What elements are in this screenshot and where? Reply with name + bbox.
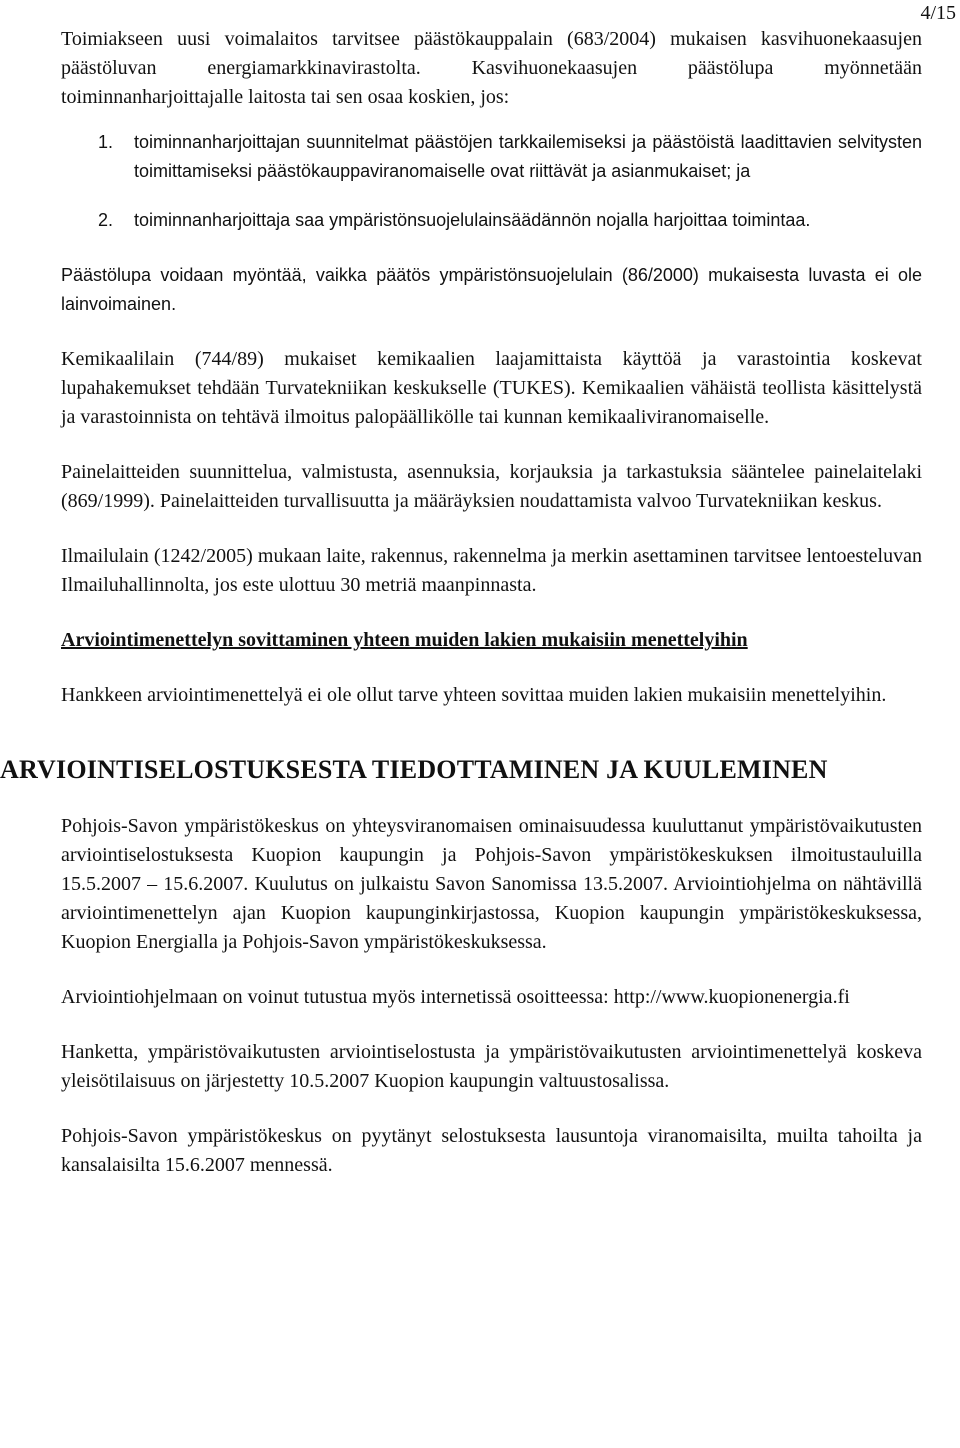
permit-note-paragraph: Päästölupa voidaan myöntää, vaikka päätös ympäristönsuojelulain (86/2000) mukaisesta luvasta ei ole lainvoimainen.: [61, 265, 922, 314]
subheading: Arviointimenettelyn sovittaminen yhteen muiden lakien mukaisiin menettelyihin: [61, 629, 748, 651]
section-heading: ARVIOINTISELOSTUKSESTA TIEDOTTAMINEN JA KUULEMINEN: [0, 755, 828, 784]
list-text: toiminnanharjoittajan suunnitelmat päästöjen tarkkailemiseksi ja päästöistä laadittavien selvitysten toimittamiseksi päästökauppaviranomaiselle ovat riittävät ja asianmukaiset; ja: [134, 132, 922, 181]
list-item: [61, 206, 922, 235]
list-text: toiminnanharjoittaja saa ympäristönsuojelulainsäädännön nojalla harjoittaa toimintaa.: [134, 210, 811, 230]
list-item: [61, 128, 922, 186]
statements-paragraph: Pohjois-Savon ympäristökeskus on pyytänyt selostuksesta lausuntoja viranomaisilta, muilta tahoilta ja kansalaisilta 15.6.2007 mennessä.: [61, 1125, 922, 1176]
aviation-paragraph: Ilmailulain (1242/2005) mukaan laite, rakennus, rakennelma ja merkin asettaminen tarvitsee lentoesteluvan Ilmailuhallinnolta, jos este ulottuu 30 metriä maanpinnasta.: [61, 545, 922, 596]
intro-paragraph: Toimiakseen uusi voimalaitos tarvitsee päästökauppalain (683/2004) mukaisen kasvihuonekaasujen päästöluvan energiamarkkinavirastolta. Kasvihuonekaasujen päästölupa myönnetään toiminnanharjoittajalle laitosta tai sen osaa koskien, jos:: [61, 28, 922, 108]
coordination-paragraph: Hankkeen arviointimenettelyä ei ole ollut tarve yhteen sovittaa muiden lakien mukaisiin menettelyihin.: [61, 684, 887, 706]
document-body: [0, 25, 922, 1180]
announcement-paragraph: Pohjois-Savon ympäristökeskus on yhteysviranomaisen ominaisuudessa kuuluttanut ympäristövaikutusten arviointiselostuksesta Kuopion kaupungin ja Pohjois-Savon ympäristökeskuksen ilmoitustauluilla 15.5.2007 – 15.6.2007. Kuulutus on julkaistu Savon Sanomissa 13.5.2007. Arviointiohjelma on nähtävillä arviointimenettelyn ajan Kuopion kaupunginkirjastossa, Kuopion kaupungin ympäristökeskuksessa, Kuopion Energialla ja Pohjois-Savon ympäristökeskuksessa.: [61, 815, 922, 953]
public-event-paragraph: Hanketta, ympäristövaikutusten arviointiselostusta ja ympäristövaikutusten arviointimenettelyä koskeva yleisötilaisuus on järjestetty 10.5.2007 Kuopion kaupungin valtuustosalissa.: [61, 1041, 922, 1092]
list-number: 2.: [98, 210, 114, 230]
conditions-list: [61, 128, 922, 235]
pressure-equipment-paragraph: Painelaitteiden suunnittelua, valmistusta, asennuksia, korjauksia ja tarkastuksia sääntelee painelaitelaki (869/1999). Painelaitteiden turvallisuutta ja määräyksien noudattamista valvoo Turvatekniikan keskus.: [61, 461, 922, 512]
list-number: 1.: [98, 132, 114, 152]
page-number: 4/15: [920, 2, 956, 24]
chemicals-paragraph: Kemikaalilain (744/89) mukaiset kemikaalien laajamittaista käyttöä ja varastointia koskevat lupahakemukset tehdään Turvatekniikan keskukselle (TUKES). Kemikaalien vähäistä teollista käsittelystä ja varastoinnista on tehtävä ilmoitus palopäällikölle tai kunnan kemikaaliviranomaiselle.: [61, 348, 922, 428]
internet-paragraph: Arviointiohjelmaan on voinut tutustua myös internetissä osoitteessa: http://www.kuopionenergia.fi: [61, 986, 850, 1008]
